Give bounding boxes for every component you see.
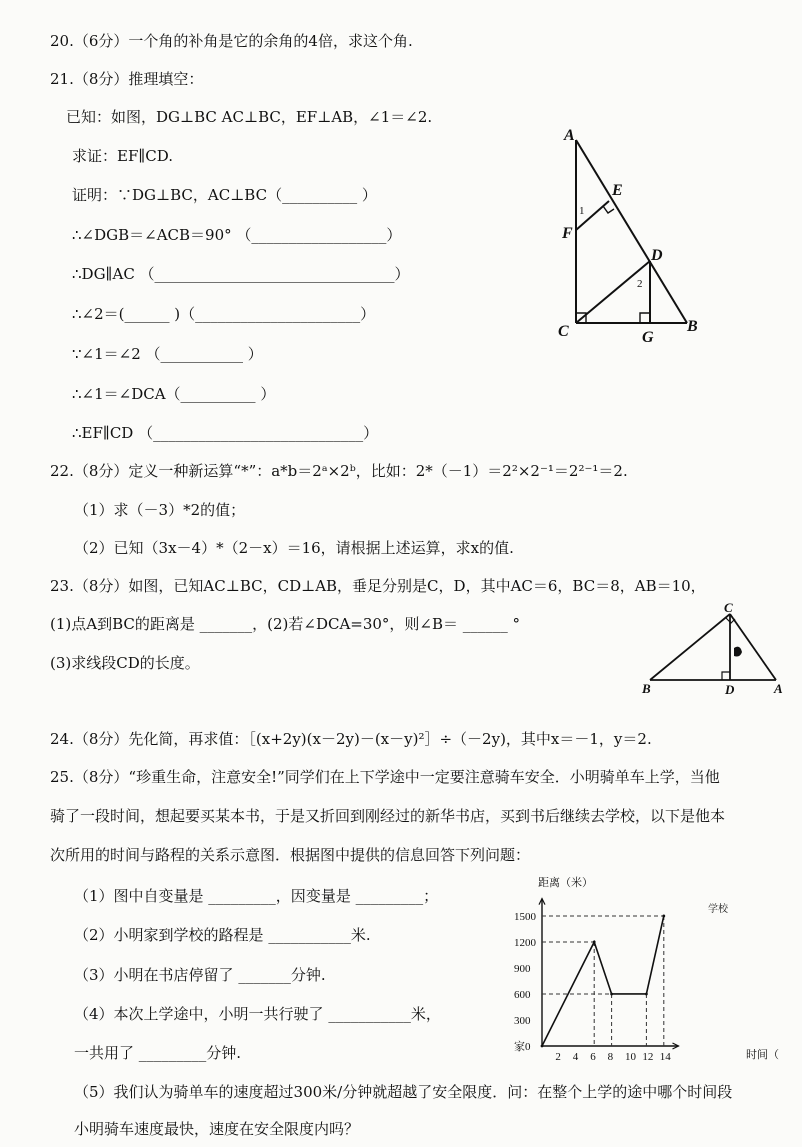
chart-y-tick-label: 1200 bbox=[514, 936, 536, 949]
label-c: C bbox=[558, 323, 569, 340]
q21-step-7: ∴EF∥CD （____________________________） bbox=[72, 424, 379, 442]
chart-x-tick-label: 2 bbox=[555, 1051, 561, 1063]
chart-point bbox=[645, 993, 648, 996]
chart-x-tick-label: 14 bbox=[659, 1051, 671, 1063]
q25-part-5b: 小明骑车速度最快，速度在安全限度内吗？ bbox=[74, 1120, 360, 1138]
q21-step-1: 证明：∵DG⊥BC，AC⊥BC（__________ ） bbox=[72, 186, 377, 204]
chart-x-tick-label: 6 bbox=[590, 1051, 596, 1063]
q22-part-1: （1）求（－3）*2的值； bbox=[74, 501, 246, 519]
q21-step-5: ∵∠1＝∠2 （___________ ） bbox=[72, 345, 263, 363]
chart-point bbox=[662, 915, 665, 918]
label-e: E bbox=[612, 182, 623, 199]
chart-x-tick-label: 10 bbox=[625, 1051, 636, 1063]
q25-part-4b: 一共用了 _________分钟. bbox=[74, 1044, 242, 1062]
chart-x-axis-label: 时间（ bbox=[746, 1049, 779, 1061]
label-a: A bbox=[564, 127, 575, 144]
segment-bc bbox=[650, 614, 730, 680]
label-b: B bbox=[687, 318, 698, 335]
q22-title: 22.（8分）定义一种新运算“*”：a*b＝2ᵃ×2ᵇ，比如：2*（－1）＝2²×2⁻¹＝2²⁻¹＝2. bbox=[50, 462, 628, 480]
q25-part-5: （5）我们认为骑单车的速度超过300米/分钟就超越了安全限度．问：在整个上学的途中哪个时间段 bbox=[74, 1083, 733, 1101]
chart-y-tick-label: 300 bbox=[514, 1014, 531, 1027]
q22-part-2: （2）已知（3x－4）*（2－x）＝16，请根据上述运算，求x的值. bbox=[74, 539, 514, 557]
chart-x-tick-label: 12 bbox=[642, 1051, 654, 1063]
label-angle-1: 1 bbox=[579, 205, 585, 217]
chart-origin-label: 家0 bbox=[514, 1041, 531, 1053]
label-f: F bbox=[562, 225, 573, 242]
label-a: A bbox=[774, 681, 783, 696]
chart-series-line bbox=[542, 916, 664, 1046]
q23-part-1: (1)点A到BC的距离是 _______，(2)若∠DCA=30°，则∠B＝ ______ ° bbox=[50, 615, 521, 633]
q21-step-6: ∴∠1＝∠DCA（__________ ） bbox=[72, 385, 276, 403]
label-g: G bbox=[642, 329, 654, 346]
chart-annotation-school: 学校 bbox=[708, 904, 728, 915]
q25-line-1: 25.（8分）“珍重生命，注意安全!”同学们在上下学途中一定要注意骑车安全．小明骑单车上学，当他 bbox=[50, 768, 720, 786]
segment-ab bbox=[576, 140, 687, 323]
label-b: B bbox=[642, 681, 651, 696]
right-angle-d bbox=[722, 672, 730, 680]
label-angle-2: 2 bbox=[637, 278, 643, 290]
chart-y-tick-label: 600 bbox=[514, 988, 531, 1001]
q25-part-4: （4）本次上学途中，小明一共行驶了 ___________米， bbox=[74, 1005, 441, 1023]
q23-part-2: (3)求线段CD的长度。 bbox=[50, 654, 200, 672]
q21-given: 已知：如图，DG⊥BC AC⊥BC，EF⊥AB，∠1＝∠2. bbox=[66, 108, 433, 126]
q23-triangle-figure bbox=[640, 598, 790, 698]
chart-point bbox=[541, 1045, 544, 1048]
segment-cd bbox=[576, 261, 650, 323]
chart-x-tick-label: 8 bbox=[607, 1051, 614, 1063]
chart-y-tick-label: 900 bbox=[514, 962, 531, 975]
label-d: D bbox=[725, 682, 735, 697]
q21-step-2: ∴∠DGB＝∠ACB＝90° （__________________） bbox=[72, 226, 402, 244]
q25-part-2: （2）小明家到学校的路程是 ___________米. bbox=[74, 926, 371, 944]
chart-point bbox=[593, 941, 596, 944]
chart-y-axis-label: 距离（米） bbox=[538, 877, 593, 889]
q20-text: 20.（6分）一个角的补角是它的余角的4倍，求这个角. bbox=[50, 32, 413, 50]
chart-x-tick-label: 4 bbox=[572, 1051, 579, 1063]
q25-part-3: （3）小明在书店停留了 _______分钟. bbox=[74, 966, 326, 984]
label-d: D bbox=[651, 247, 663, 264]
chart-point bbox=[610, 993, 613, 996]
chart-y-tick-label: 1500 bbox=[514, 910, 536, 923]
angle-mark bbox=[734, 647, 742, 657]
q24-text: 24.（8分）先化简，再求值：［(x+2y)(x－2y)－(x－y)²］÷（－2y)，其中x＝－1，y＝2. bbox=[50, 730, 652, 748]
label-c: C bbox=[724, 600, 733, 615]
q25-line-2: 骑了一段时间，想起要买某本书，于是又折回到刚经过的新华书店，买到书后继续去学校，以下是他本 bbox=[50, 807, 726, 825]
q21-step-4: ∴∠2＝(______ )（______________________） bbox=[72, 305, 376, 323]
q25-part-1: （1）图中自变量是 _________，因变量是 _________； bbox=[74, 887, 439, 905]
q21-geometry-figure bbox=[540, 122, 720, 352]
q21-step-3: ∴DG∥AC （________________________________） bbox=[72, 265, 410, 283]
right-angle-e bbox=[603, 206, 614, 213]
q23-title: 23.（8分）如图，已知AC⊥BC，CD⊥AB，垂足分别是C，D，其中AC＝6，BC＝8，AB＝10， bbox=[50, 577, 706, 595]
q21-title: 21.（8分）推理填空： bbox=[50, 70, 204, 88]
right-angle-g bbox=[640, 313, 650, 323]
q25-line-3: 次所用的时间与路程的关系示意图．根据图中提供的信息回答下列问题： bbox=[50, 846, 531, 864]
q25-distance-time-chart bbox=[500, 870, 802, 1070]
q21-prove: 求证：EF∥CD. bbox=[72, 147, 174, 165]
